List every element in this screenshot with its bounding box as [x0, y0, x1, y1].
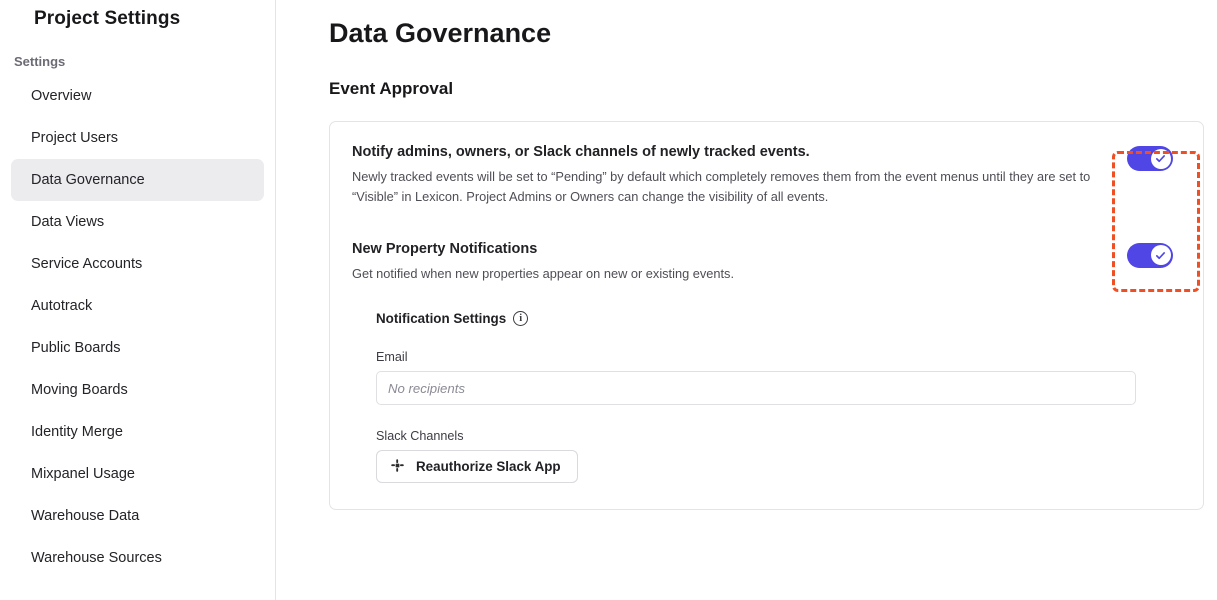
check-icon — [1155, 250, 1166, 261]
setting-heading: New Property Notifications — [352, 240, 538, 257]
setting-row-new-property-notifications — [352, 241, 1179, 284]
notify-admins-toggle[interactable] — [1127, 146, 1173, 171]
setting-row-notify-admins — [352, 144, 1179, 207]
sidebar-item-label: Data Views — [31, 214, 105, 230]
setting-heading: Notify admins, owners, or Slack channels of newly tracked events. — [352, 144, 810, 160]
section-title-event-approval: Event Approval — [329, 79, 454, 98]
sidebar-item-data-governance[interactable] — [11, 159, 264, 201]
sidebar-item-label: Warehouse Sources — [31, 550, 162, 566]
notification-settings-header — [376, 311, 1179, 326]
sidebar-item-label: Service Accounts — [31, 256, 143, 272]
sidebar-item-public-boards[interactable] — [11, 327, 264, 369]
sidebar-item-label: Overview — [31, 88, 92, 104]
info-icon[interactable]: i — [513, 311, 528, 326]
setting-description: Get notified when new properties appear on new or existing events. — [352, 265, 735, 281]
toggle-knob — [1151, 245, 1171, 265]
sidebar-item-label: Identity Merge — [31, 424, 123, 440]
event-approval-card — [329, 121, 1204, 510]
sidebar-item-data-views[interactable] — [11, 201, 264, 243]
sidebar-item-moving-boards[interactable] — [11, 369, 264, 411]
sidebar — [0, 0, 276, 600]
sidebar-item-warehouse-data[interactable] — [11, 495, 264, 537]
reauthorize-slack-app-button[interactable] — [376, 450, 578, 483]
notification-settings-group — [376, 311, 1179, 483]
main-content — [276, 0, 1217, 600]
toggle-knob — [1151, 149, 1171, 169]
setting-text-block — [352, 241, 734, 284]
sidebar-item-service-accounts[interactable] — [11, 243, 264, 285]
sidebar-item-label: Moving Boards — [31, 382, 128, 398]
notification-settings-title: Notification Settings — [376, 311, 507, 327]
sidebar-item-identity-merge[interactable] — [11, 411, 264, 453]
setting-text-block — [352, 144, 1092, 207]
sidebar-item-label: Warehouse Data — [31, 508, 140, 524]
page-title: Data Governance — [329, 18, 552, 48]
sidebar-item-overview[interactable] — [11, 75, 264, 117]
slack-icon — [390, 458, 405, 476]
sidebar-item-project-users[interactable] — [11, 117, 264, 159]
sidebar-item-autotrack[interactable] — [11, 285, 264, 327]
check-icon — [1155, 153, 1166, 164]
toggle-wrapper — [1127, 144, 1179, 171]
sidebar-item-mixpanel-usage[interactable] — [11, 453, 264, 495]
sidebar-section-label: Settings — [14, 54, 66, 69]
sidebar-title: Project Settings — [34, 8, 181, 29]
email-field-label: Email — [376, 350, 408, 365]
slack-button-label: Reauthorize Slack App — [416, 459, 561, 475]
sidebar-item-label: Data Governance — [31, 172, 145, 188]
email-recipients-input[interactable] — [376, 371, 1136, 405]
sidebar-item-label: Autotrack — [31, 298, 93, 314]
slack-channels-label: Slack Channels — [376, 429, 464, 444]
sidebar-item-label: Mixpanel Usage — [31, 466, 135, 482]
new-property-notifications-toggle[interactable] — [1127, 243, 1173, 268]
sidebar-item-label: Public Boards — [31, 340, 121, 356]
sidebar-item-label: Project Users — [31, 130, 119, 146]
setting-description: Newly tracked events will be set to “Pending” by default which completely removes them from the event menus until they are set to “Visible” in Lexicon. Project Admins or Owners can change the visibility of all events. — [352, 169, 1091, 204]
sidebar-nav — [0, 75, 275, 579]
sidebar-item-warehouse-sources[interactable] — [11, 537, 264, 579]
toggle-wrapper — [1127, 241, 1179, 268]
